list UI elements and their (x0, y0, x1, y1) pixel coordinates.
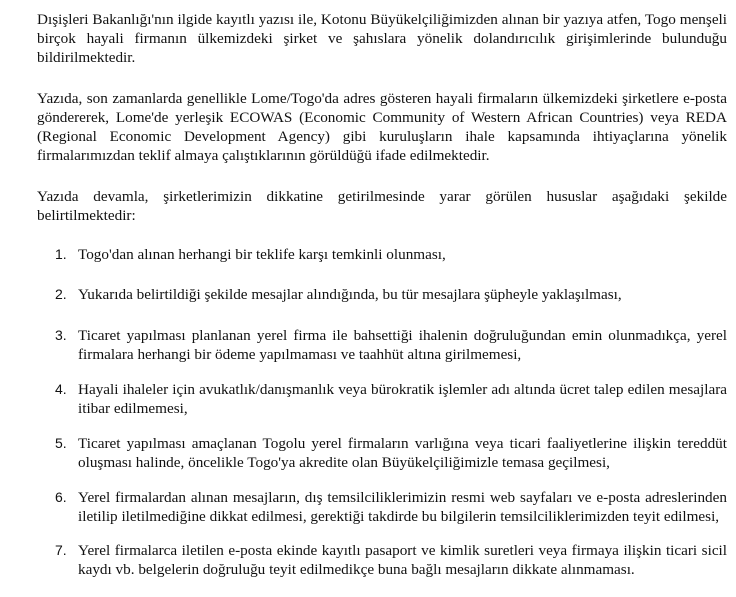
list-item-number: 3. (55, 327, 67, 343)
list-item (37, 488, 727, 526)
list-item (37, 285, 727, 304)
recommendations-list (37, 245, 727, 579)
list-intro-paragraph: Yazıda devamla, şirketlerimizin dikkatine getirilmesinde yarar görülen hususlar aşağıdaki şekilde belirtilmektedir: (37, 188, 727, 224)
list-item (37, 434, 727, 472)
list-item-number: 2. (55, 286, 67, 302)
list-item-number: 1. (55, 246, 67, 262)
list-item-number: 7. (55, 542, 67, 558)
details-paragraph: Yazıda, son zamanlarda genellikle Lome/Togo'da adres gösteren hayali firmaların ülkemizdeki şirketlere e-posta göndererek, Lome'de yerleşik ECOWAS (Economic Community of Western African Countries) veya REDA (Regional Economic Development Agency) gibi kuruluşların ihale kapsamında ihtiyaçlarına yönelik firmalarımızdan teklif almaya çalıştıklarının görüldüğü ifade edilmektedir. (37, 90, 727, 164)
list-item-number: 4. (55, 381, 67, 397)
intro-paragraph: Dışişleri Bakanlığı'nın ilgide kayıtlı yazısı ile, Kotonu Büyükelçiliğimizden alınan bir yazıya atfen, Togo menşeli birçok hayali firmanın ülkemizdeki şirket ve şahıslara yönelik dolandırıcılık girişimlerinde bulunduğu bildirilmektedir. (37, 11, 727, 66)
list-item-text: Yukarıda belirtildiği şekilde mesajlar alındığında, bu tür mesajlara şüpheyle yaklaşılması, (78, 286, 622, 303)
list-item (37, 245, 727, 264)
list-item-text: Yerel firmalarca iletilen e-posta ekinde kayıtlı pasaport ve kimlik suretleri veya firmaya ilişkin ticari sicil kaydı vb. belgelerin doğruluğu teyit edilmedikçe buna bağlı mesajların dikkate alınmaması. (78, 542, 727, 578)
document-body (37, 10, 727, 579)
list-item-number: 6. (55, 489, 67, 505)
list-item-text: Togo'dan alınan herhangi bir teklife karşı temkinli olunması, (78, 246, 446, 263)
list-item (37, 380, 727, 418)
list-item-number: 5. (55, 435, 67, 451)
list-item-text: Hayali ihaleler için avukatlık/danışmanlık veya bürokratik işlemler adı altında ücret talep edilen mesajlara itibar edilmemesi, (78, 381, 727, 417)
list-item-text: Ticaret yapılması planlanan yerel firma ile bahsettiği ihalenin doğruluğundan emin olunmadıkça, yerel firmalara herhangi bir ödeme yapılmaması ve taahhüt altına girilmemesi, (78, 327, 727, 363)
list-item (37, 541, 727, 579)
list-item-text: Yerel firmalardan alınan mesajların, dış temsilciliklerimizin resmi web sayfaları ve e-posta adreslerinden iletilip iletilmediğine dikkat edilmesi, gerektiği takdirde bu bilgilerin temsilciliklerimizden teyit edilmesi, (78, 489, 727, 525)
list-item (37, 326, 727, 364)
list-item-text: Ticaret yapılması amaçlanan Togolu yerel firmaların varlığına veya ticari faaliyetlerine ilişkin tereddüt oluşması halinde, öncelikle Togo'ya akredite olan Büyükelçiliğimizle temasa geçilmesi, (78, 435, 727, 471)
